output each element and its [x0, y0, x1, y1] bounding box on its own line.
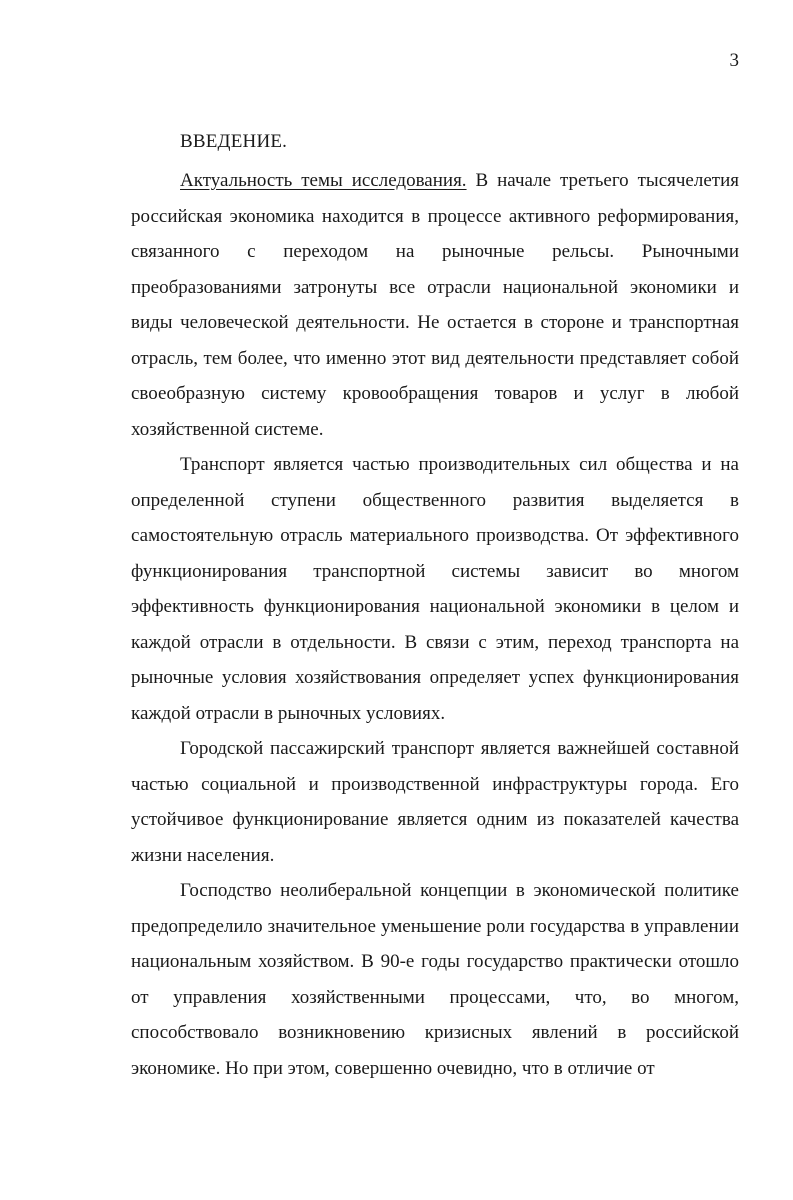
paragraph-lead: Актуальность темы исследования. [180, 170, 467, 191]
paragraph-urban-transport: Городской пассажирский транспорт является важнейшей составной частью социальной и производственной инфраструктуры города. Его устойчивое функционирование является одним из показателей качества жизни населения. [131, 738, 739, 866]
paragraph-text: В начале третьего тысячелетия российская экономика находится в процессе активного реформирования, связанного с переходом на рыночные рельсы. Рыночными преобразованиями затронуты все отрасли национальной экономики и виды человеческой деятельности. Не остается в стороне и транспортная отрасль, тем более, что именно этот вид деятельности представляет собой своеобразную систему кровообращения товаров и услуг в любой хозяйственной системе. [131, 170, 739, 440]
paragraph-transport-role: Транспорт является частью производительных сил общества и на определенной ступени общественного развития выделяется в самостоятельную отрасль материального производства. От эффективного функционирования транспортной системы зависит во многом эффективность функционирования национальной экономики в целом и каждой отрасли в отдельности. В связи с этим, переход транспорта на рыночные условия хозяйствования определяет успех функционирования каждой отрасли в рыночных условиях. [131, 454, 739, 724]
body-text [131, 163, 739, 1086]
page-number: 3 [729, 50, 739, 71]
paragraph-state-role: Господство неолиберальной концепции в экономической политике предопределило значительное уменьшение роли государства в управлении национальным хозяйством. В 90-е годы государство практически отошло от управления хозяйственными процессами, что, во многом, способствовало возникновению кризисных явлений в российской экономике. Но при этом, совершенно очевидно, что в отличие от [131, 880, 739, 1079]
section-heading: ВВЕДЕНИЕ. [180, 131, 288, 152]
paragraph-relevance [131, 163, 739, 447]
